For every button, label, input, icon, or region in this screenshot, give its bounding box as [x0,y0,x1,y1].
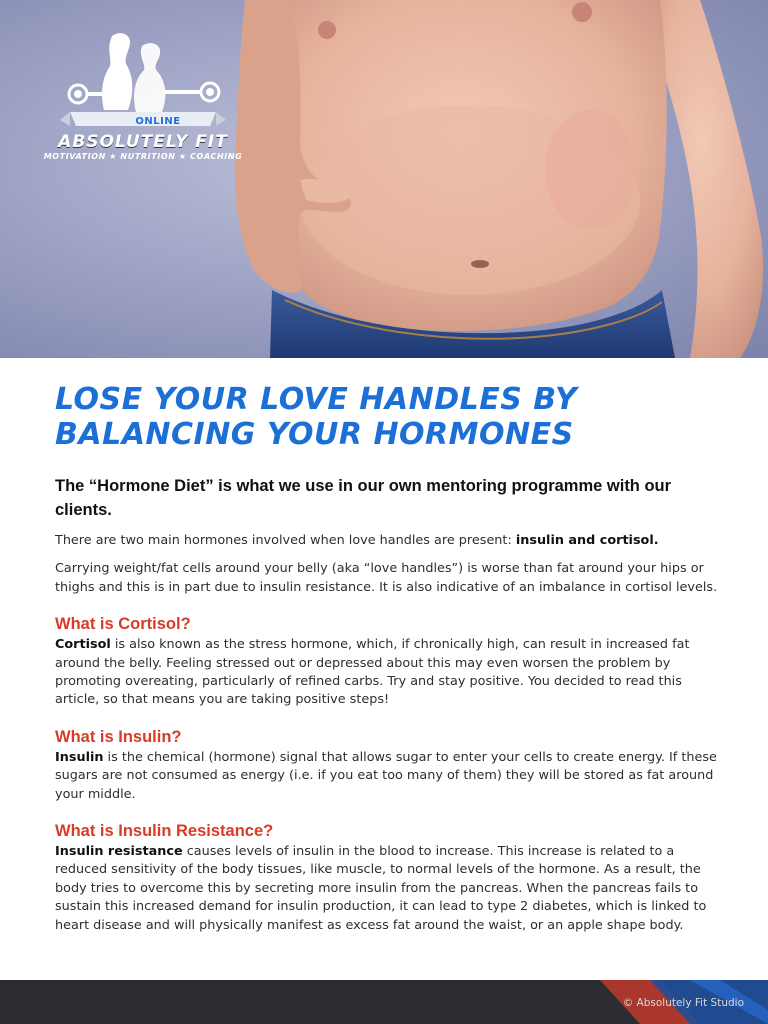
section-text: is also known as the stress hormone, which, if chronically high, can result in increased fat around the belly. Feeling stressed out or depressed about this may even worsen the problem by promoting overeating, particularly of refined carbs. Try and stay positive. You decided to read this article, so that means you are taking positive steps! [55,637,690,708]
section-body-insulin [55,749,720,804]
page-title: LOSE YOUR LOVE HANDLES BY BALANCING YOUR HORMONES [55,382,578,452]
section-term: Insulin resistance [55,844,183,860]
section-heading-cortisol: What is Cortisol? [55,615,191,634]
hero-image [0,0,768,358]
intro-paragraph [55,532,720,550]
belly-fat-paragraph: Carrying weight/fat cells around your belly (aka “love handles”) is worse than fat around your hips or thighs and this is in part due to insulin resistance. It is also indicative of an imbalance in cortisol levels. [55,561,718,595]
section-body-cortisol [55,636,720,710]
section-heading-insulin: What is Insulin? [55,727,182,746]
intro-text: There are two main hormones involved when love handles are present: [55,533,516,548]
footer-bar [0,980,768,1024]
section-body-insulin-resistance [55,843,720,935]
section-text: causes levels of insulin in the blood to increase. This increase is related to a reduced sensitivity of the body tissues, like muscle, to normal levels of the hormone. As a result, the body tries to overcome this by secreting more insulin from the pancreas. When the pancreas fails to sustain this increased demand for insulin production, it can lead to type 2 diabetes, which is linked to heart disease and will physically manifest as excess fat around the waist, or an apple shape body. [55,844,707,933]
lead-paragraph: The “Hormone Diet” is what we use in our own mentoring programme with our clients. [55,477,672,519]
brand-logo [30,28,260,168]
logo-brand-name: ABSOLUTELY FIT [58,132,228,152]
intro-bold-text: insulin and cortisol. [515,533,659,548]
logo-tagline: MOTIVATION ★ NUTRITION ★ COACHING [43,152,243,161]
fitness-figures-logo-icon [30,28,256,128]
logo-online-badge: ONLINE [135,116,181,127]
section-term: Insulin [55,749,104,765]
section-heading-insulin-resistance: What is Insulin Resistance? [55,822,274,841]
copyright-text: © Absolutely Fit Studio [622,997,744,1009]
section-text: is the chemical (hormone) signal that allows sugar to enter your cells to create energy. If these sugars are not consumed as energy (i.e. if you eat too many of them) they will be stored as fat around your middle. [55,749,717,802]
section-term: Cortisol [55,637,111,653]
article [55,382,720,935]
